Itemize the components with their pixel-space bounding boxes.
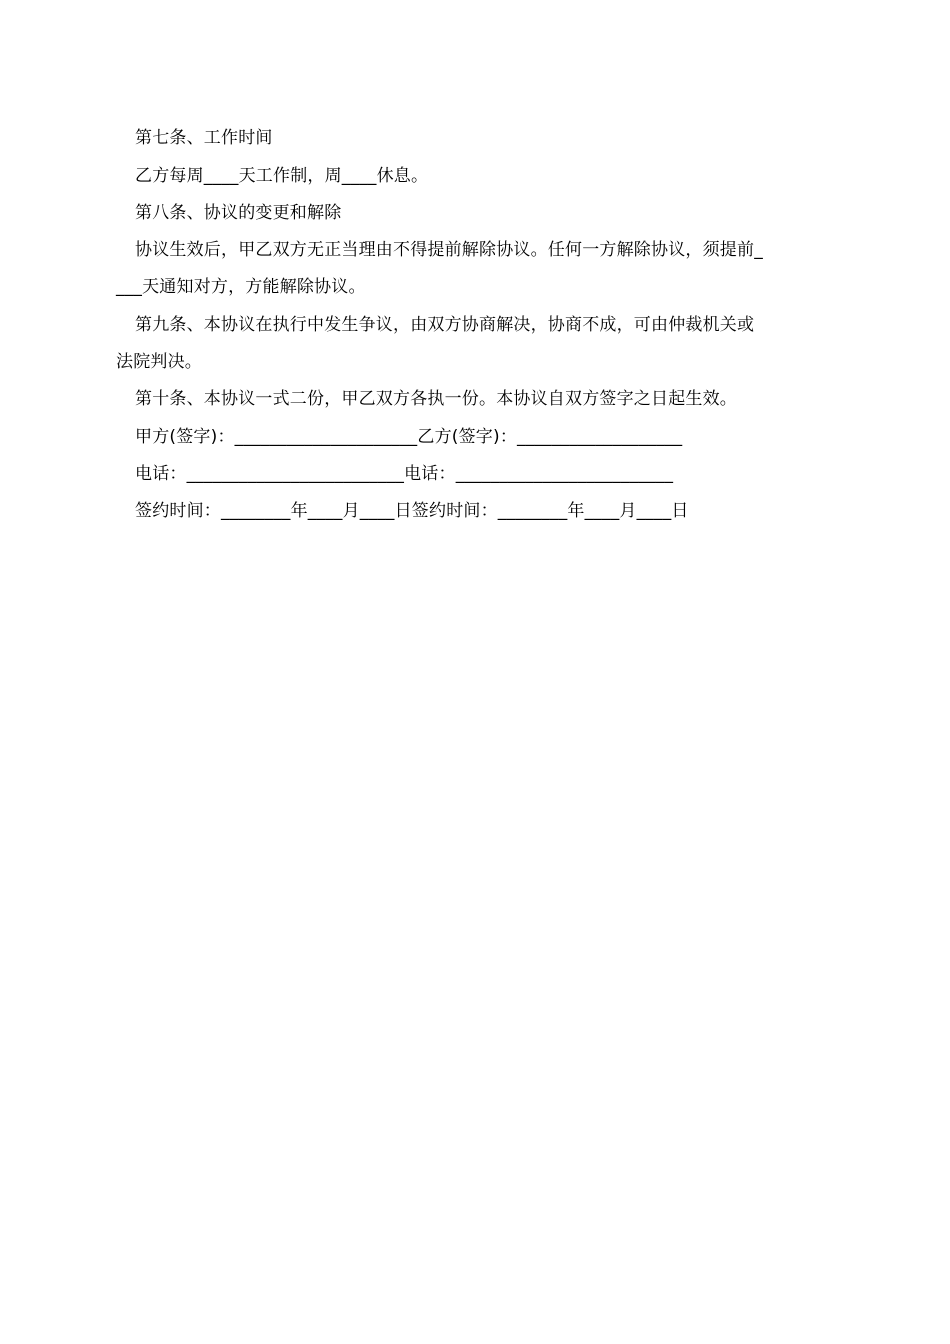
article-10: 第十条、本协议一式二份，甲乙双方各执一份。本协议自双方签字之日起生效。 — [135, 389, 737, 409]
article-8-body-line-1: 协议生效后，甲乙双方无正当理由不得提前解除协议。任何一方解除协议，须提前_ — [135, 240, 763, 260]
article-8-heading: 第八条、协议的变更和解除 — [135, 203, 342, 223]
article-7-body: 乙方每周____天工作制，周____休息。 — [135, 166, 429, 186]
article-9-line-2: 法院判决。 — [116, 352, 202, 372]
phone-line: 电话：_________________________电话：_________________________ — [135, 464, 674, 484]
article-8-body-line-2: ___天通知对方，方能解除协议。 — [116, 277, 366, 297]
article-9-line-1: 第九条、本协议在执行中发生争议，由双方协商解决，协商不成，可由仲裁机关或 — [135, 315, 755, 335]
signature-line: 甲方(签字)：_____________________乙方(签字)：___________________ — [135, 427, 683, 447]
article-7-heading: 第七条、工作时间 — [135, 128, 273, 148]
signing-date-line: 签约时间：________年____月____日签约时间：________年____月____日 — [135, 501, 689, 521]
